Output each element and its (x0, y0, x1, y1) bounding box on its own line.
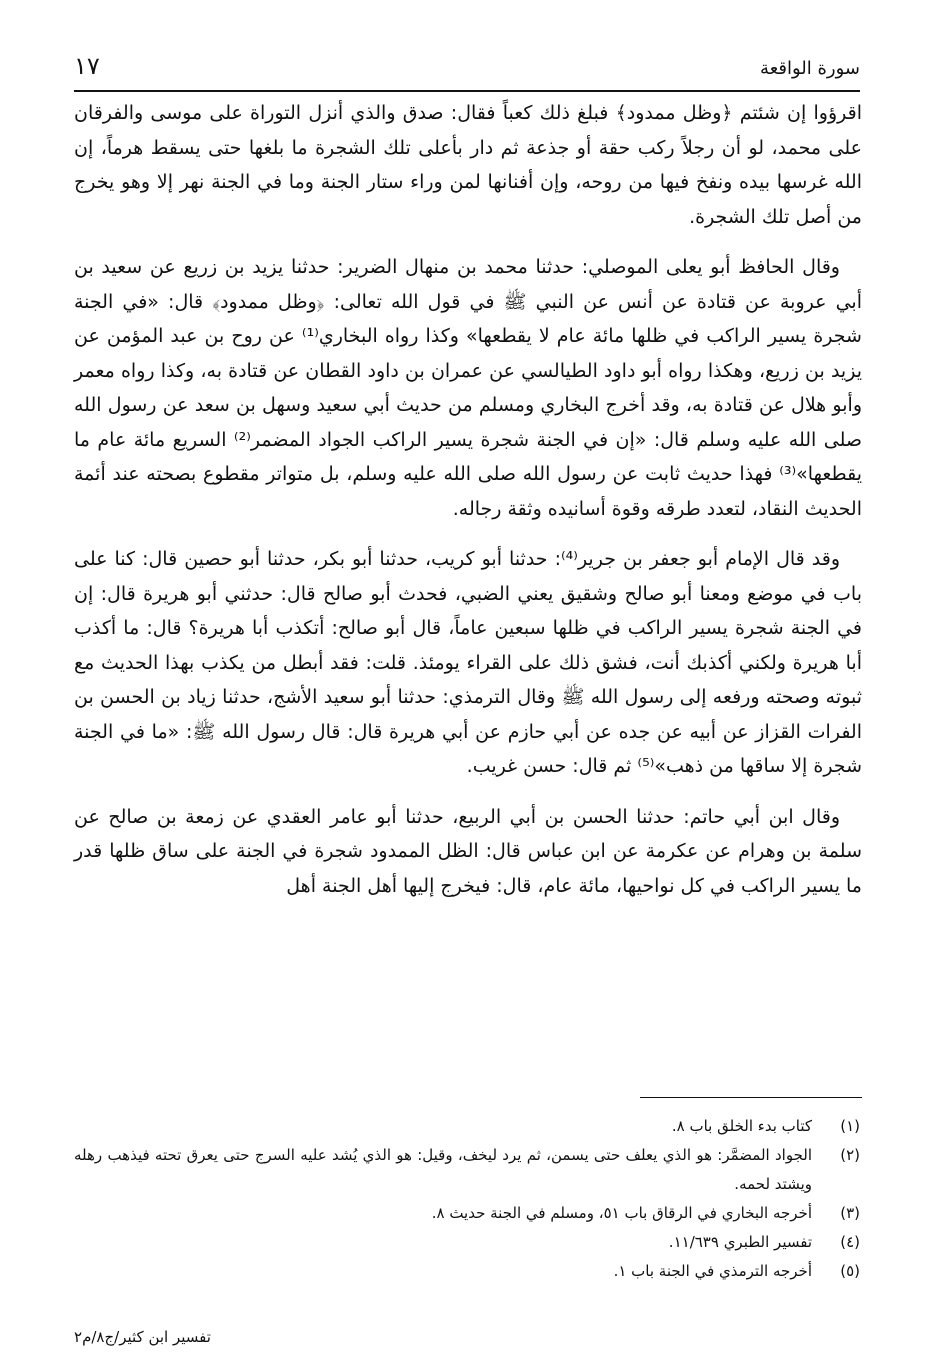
footnote-number: (٤) (840, 1233, 860, 1251)
paragraph-1: اقرؤوا إن شئتم ﴿وظل ممدود﴾ فبلغ ذلك كعباً فقال: صدق والذي أنزل التوراة على موسى والفرقان على محمد، لو أن رجلاً ركب حقة أو جذعة ثم دار بأعلى تلك الشجرة ما بلغها حتى يسقط هرماً، إن الله غرسها بيده ونفخ فيها من روحه، وإن أفنانها لمن وراء ستار الجنة وما في الجنة نهر إلا وهو يخرج من أصل تلك الشجرة. (74, 102, 862, 228)
footnote-number: (٥) (840, 1262, 860, 1280)
footnote-text: أخرجه البخاري في الرقاق باب ٥١، ومسلم في الجنة حديث ٨. (431, 1204, 812, 1222)
header-rule (74, 90, 860, 92)
paragraph-2: وقال الحافظ أبو يعلى الموصلي: حدثنا محمد بن منهال الضرير: حدثنا يزيد بن زريع عن سعيد بن أبي عروبة عن قتادة عن أنس عن النبي ﷺ في قول الله تعالى: ﴿وظل ممدود﴾ قال: «في الجنة شجرة يسير الراكب في ظلها مائة عام لا يقطعها» وكذا رواه البخاري⁽¹⁾ عن روح بن عبد المؤمن عن يزيد بن زريع، وهكذا رواه أبو داود الطيالسي عن عمران بن داود القطان عن قتادة به، وكذا رواه معمر وأبو هلال عن قتادة به، وقد أخرج البخاري ومسلم من حديث أبي سعيد وسهل بن سعد عن رسول الله صلى الله عليه وسلم قال: «إن في الجنة شجرة يسير الراكب الجواد المضمر⁽²⁾ السريع مائة عام ما يقطعها»⁽³⁾ فهذا حديث ثابت عن رسول الله صلى الله عليه وسلم، بل متواتر مقطوع بصحته عند أئمة الحديث النقاد، لتعدد طرقه وقوة أسانيده وثقة رجاله. (74, 256, 862, 520)
footnote-text: تفسير الطبري ١١/٦٣٩. (668, 1233, 812, 1251)
footnotes (74, 1112, 860, 1286)
footnote-item (74, 1199, 860, 1228)
page-header (74, 46, 860, 92)
footnote-item (74, 1112, 860, 1141)
page-footer-signature: تفسير ابن كثير/ج٨/م٢ (74, 1328, 211, 1346)
paragraph-4: وقال ابن أبي حاتم: حدثنا الحسن بن أبي الربيع، حدثنا أبو عامر العقدي عن زمعة بن صالح عن سلمة بن وهرام عن عكرمة عن ابن عباس قال: الظل الممدود شجرة في الجنة على ساق ظلها قدر ما يسير الراكب في كل نواحيها، مائة عام، قال: فيخرج إليها أهل الجنة أهل (74, 805, 862, 897)
footnote-number: (٢) (840, 1146, 860, 1164)
footnote-number: (١) (840, 1117, 860, 1135)
footnote-item (74, 1257, 860, 1286)
main-text (74, 96, 862, 919)
page-number: ١٧ (74, 52, 100, 80)
footnote-number: (٣) (840, 1204, 860, 1222)
footnote-item (74, 1141, 860, 1199)
footnote-text: كتاب بدء الخلق باب ٨. (671, 1117, 812, 1135)
footnote-rule (640, 1097, 862, 1098)
footnote-text: أخرجه الترمذي في الجنة باب ١. (613, 1262, 812, 1280)
surah-title: سورة الواقعة (760, 58, 860, 79)
footnote-item (74, 1228, 860, 1257)
paragraph-3: وقد قال الإمام أبو جعفر بن جرير⁽⁴⁾: حدثنا أبو كريب، حدثنا أبو بكر، حدثنا أبو حصين قال: كنا على باب في موضع ومعنا أبو صالح وشقيق يعني الضبي، فحدث أبو صالح قال: حدثني أبو هريرة قال: إن في الجنة شجرة يسير الراكب في ظلها سبعين عاماً، قال أبو صالح: أتكذب أبا هريرة؟ قال: ما أكذب أبا هريرة ولكني أكذبك أنت، فشق ذلك على القراء يومئذ. قلت: فقد أبطل من يكذب بهذا الحديث مع ثبوته وصحته ورفعه إلى رسول الله ﷺ وقال الترمذي: حدثنا أبو سعيد الأشج، حدثنا زياد بن الحسن بن الفرات القزاز عن أبيه عن جده عن أبي حازم عن أبي هريرة قال: قال رسول الله ﷺ: «ما في الجنة شجرة إلا ساقها من ذهب»⁽⁵⁾ ثم قال: حسن غريب. (74, 548, 862, 777)
footnote-text: الجواد المضمَّر: هو الذي يعلف حتى يسمن، ثم يرد ليخف، وقيل: هو الذي يُشد عليه السرج حتى يعرق تحته فيذهب رهله ويشتد لحمه. (74, 1146, 812, 1193)
